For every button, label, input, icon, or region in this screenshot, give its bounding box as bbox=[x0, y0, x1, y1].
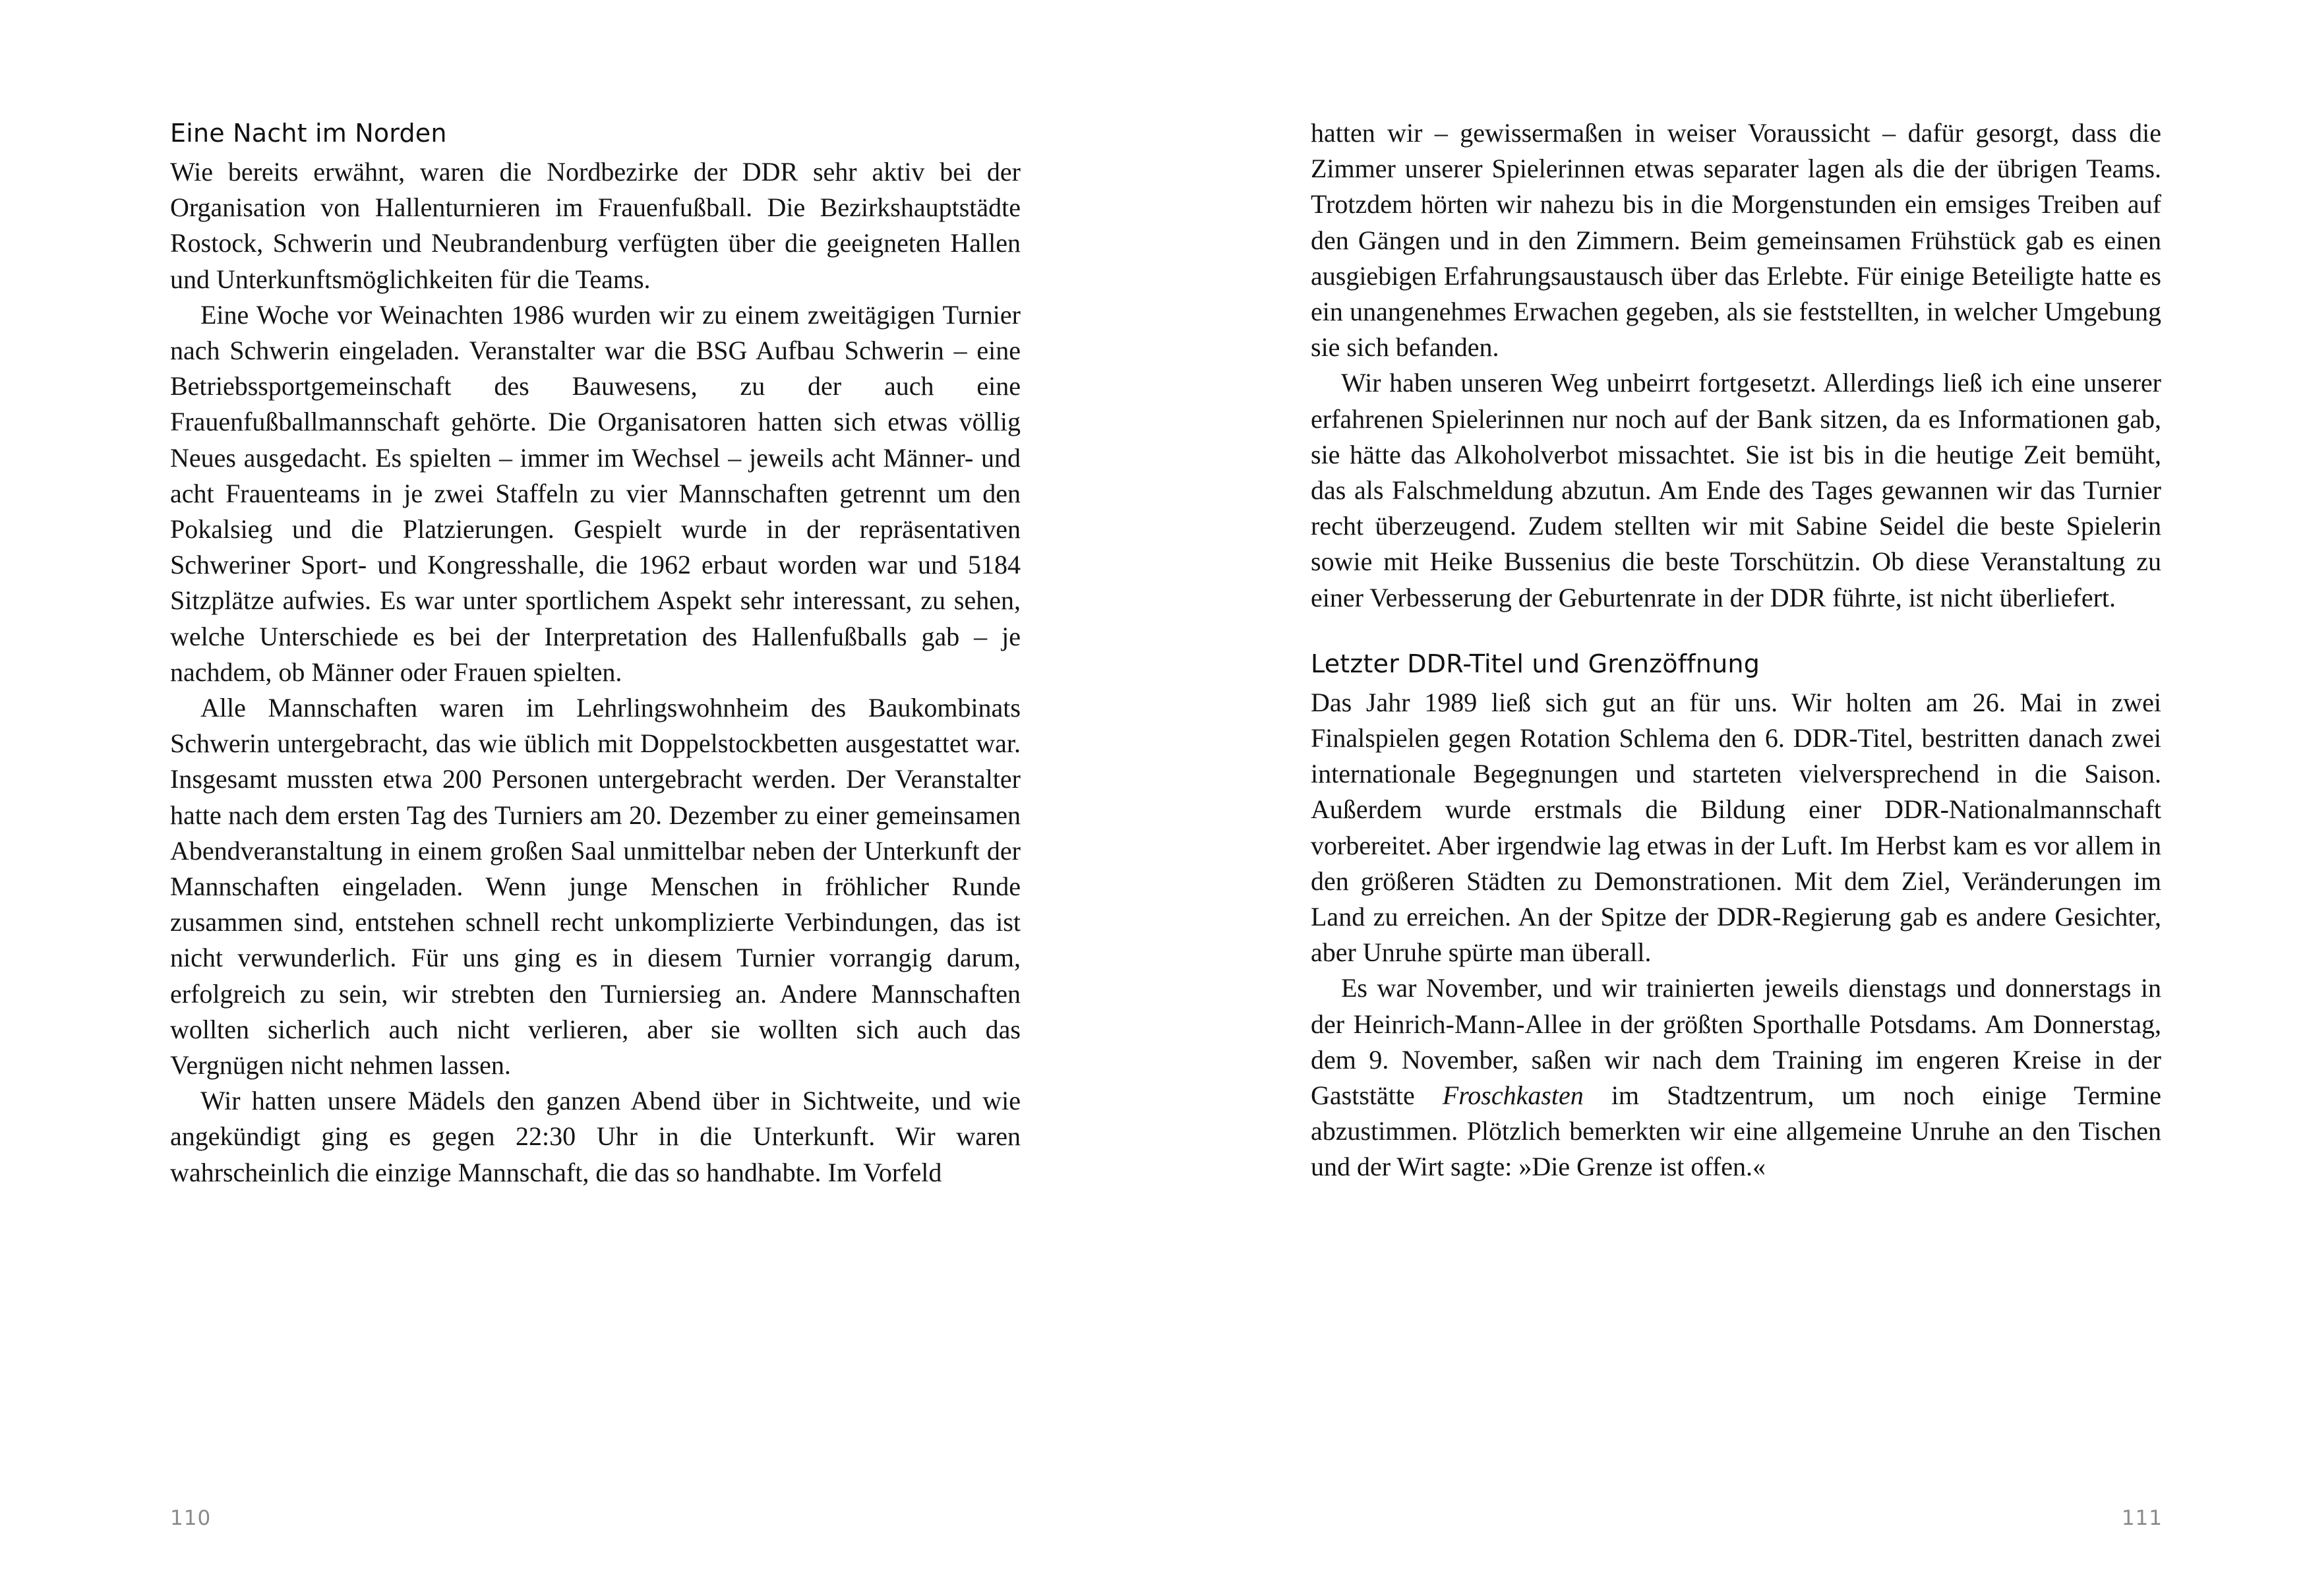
chapter-title: Eine Nacht im Norden bbox=[170, 119, 447, 148]
paragraph: Eine Woche vor Weinachten 1986 wurden wir zu einem zweitägigen Turnier nach Schwerin eingeladen. Veranstalter war die BSG Aufbau Schwerin – eine Betriebssportgemeinschaft des Bauwesens, zu der auch eine Frauenfußballmannschaft gehörte. Die Organisatoren hatten sich etwas völlig Neues ausgedacht. Es spielten – immer im Wechsel – jeweils acht Männer- und acht Frauenteams in je zwei Staffeln zu vier Mannschaften getrennt um den Pokalsieg und die Platzierungen. Gespielt wurde in der repräsentativen Schweriner Sport- und Kongresshalle, die 1962 erbaut worden war und 5184 Sitzplätze aufwies. Es war unter sportlichem Aspekt sehr interessant, zu sehen, welche Unterschiede es bei der Interpretation des Hallenfußballs gab – je nachdem, ob Männer oder Frauen spielten. bbox=[170, 299, 1021, 687]
italic-title: Froschkasten bbox=[1442, 1080, 1584, 1111]
paragraph-with-italic bbox=[1311, 970, 2161, 1185]
paragraph: Wir haben unseren Weg unbeirrt fortgesetzt. Allerdings ließ ich eine unserer erfahrenen Spielerinnen nur noch auf der Bank sitzen, da es Informationen gab, sie hätte das Alkoholverbot missachtet. Sie ist bis in die heutige Zeit bemüht, das als Falschmeldung abzutun. Am Ende des Tages gewannen wir das Turnier recht überzeugend. Zudem stellten wir mit Sabine Seidel die beste Spielerin sowie mit Heike Bussenius die beste Torschützin. Ob diese Veranstaltung zu einer Verbesserung der Geburtenrate in der DDR führte, ist nicht überliefert. bbox=[1311, 368, 2161, 612]
left-page-text-column bbox=[170, 115, 1021, 1191]
paragraph: Wie bereits erwähnt, waren die Nordbezirke der DDR sehr aktiv bei der Organisation von Hallenturnieren im Frauenfußball. Die Bezirkshauptstädte Rostock, Schwerin und Neubrandenburg verfügten über die geeigneten Hallen und Unterkunftsmöglichkeiten für die Teams. bbox=[170, 157, 1021, 294]
left-page bbox=[0, 0, 1152, 1596]
paragraph: hatten wir – gewissermaßen in weiser Voraussicht – dafür gesorgt, dass die Zimmer unserer Spielerinnen etwas separater lagen als die der übrigen Teams. Trotzdem hörten wir nahezu bis in die Morgenstunden ein emsiges Treiben auf den Gängen und in den Zimmern. Beim gemeinsamen Frühstück gab es einen ausgiebigen Erfahrungsaustausch über das Erlebte. Für einige Beteiligte hatte es ein unangenehmes Erwachen gegeben, als sie feststellten, in welcher Umgebung sie sich befanden. bbox=[1311, 118, 2161, 363]
paragraph-text-after: im Stadtzentrum, um noch einige Termine abzustimmen. Plötzlich bemerkten wir eine allgemeine Unruhe an den Tischen und der Wirt sagte: »Die Grenze ist offen.« bbox=[1311, 1080, 2161, 1182]
paragraph: Wir hatten unsere Mädels den ganzen Abend über in Sichtweite, und wie angekündigt ging es gegen 22:30 Uhr in die Unterkunft. Wir waren wahrscheinlich die einzige Mannschaft, die das so handhabte. Im Vorfeld bbox=[170, 1086, 1021, 1187]
paragraph: Alle Mannschaften waren im Lehrlingswohnheim des Baukombinats Schwerin untergebracht, das wie üblich mit Doppelstockbetten ausgestattet war. Insgesamt mussten etwa 200 Personen untergebracht werden. Der Veranstalter hatte nach dem ersten Tag des Turniers am 20. Dezember zu einer gemeinsamen Abendveranstaltung in einem großen Saal unmittelbar neben der Unterkunft der Mannschaften eingeladen. Wenn junge Menschen in fröhlicher Runde zusammen sind, entstehen schnell recht unkomplizierte Verbindungen, das ist nicht verwunderlich. Für uns ging es in diesem Turnier vorrangig darum, erfolgreich zu sein, wir strebten den Turniersieg an. Andere Mannschaften wollten sicherlich auch nicht verlieren, aber sie wollten sich auch das Vergnügen nicht nehmen lassen. bbox=[170, 693, 1021, 1080]
page-number-right: 111 bbox=[2121, 1506, 2163, 1530]
page-number-left: 110 bbox=[170, 1506, 212, 1530]
paragraph-text-before: Es war November, und wir trainierten jeweils dienstags und donnerstags in der Heinrich-Mann-Allee in der größten Sporthalle Potsdams. Am Donnerstag, dem 9. November, saßen wir nach dem Training im engeren Kreise in der Gaststätte bbox=[1311, 973, 2161, 1111]
right-page bbox=[1152, 0, 2305, 1596]
paragraph: Das Jahr 1989 ließ sich gut an für uns. Wir holten am 26. Mai in zwei Finalspielen gegen Rotation Schlema den 6. DDR-Titel, bestritten danach zwei internationale Begegnungen und starteten vielversprechend in die Saison. Außerdem wurde erstmals die Bildung einer DDR-Nationalmannschaft vorbereitet. Aber irgendwie lag etwas in der Luft. Im Herbst kam es vor allem in den größeren Städten zu Demonstrationen. Mit dem Ziel, Veränderungen im Land zu erreichen. An der Spitze der DDR-Regierung gab es andere Gesichter, aber Unruhe spürte man überall. bbox=[1311, 687, 2161, 968]
right-page-text-column bbox=[1311, 115, 2161, 1185]
section-title: Letzter DDR-Titel und Grenzöffnung bbox=[1311, 649, 1760, 678]
